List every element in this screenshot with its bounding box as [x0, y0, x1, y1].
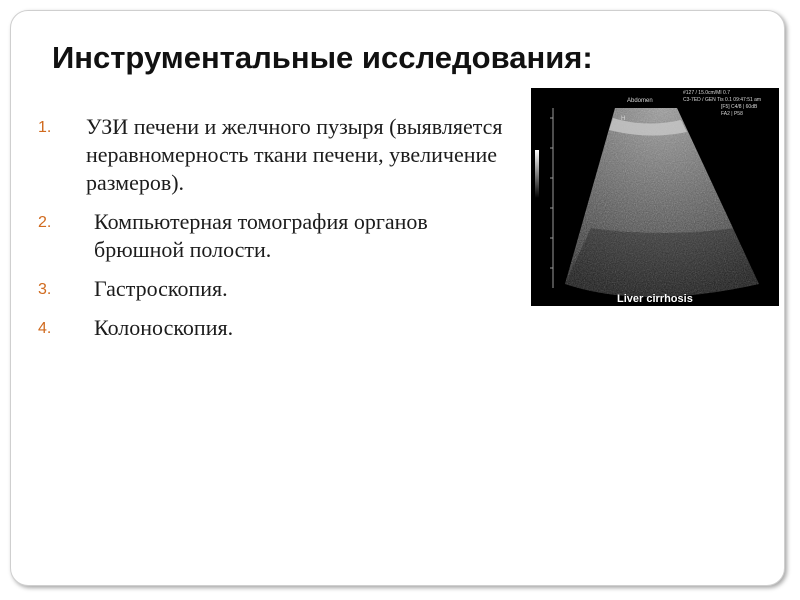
list-number: 1.: [38, 119, 52, 136]
list-text: УЗИ печени и желчного пузыря (выявляется неравномерность ткани печени, увеличение размеров).: [86, 114, 503, 195]
list-text: Колоноскопия.: [94, 315, 234, 340]
us-caption: Liver cirrhosis: [617, 293, 693, 305]
list-number: 4.: [38, 320, 52, 337]
list-item: [38, 314, 518, 342]
us-info-line: C3-7ED / GEN Tis 0.1 09:47:51 am: [683, 97, 762, 103]
slide-title: Инструментальные исследования:: [52, 40, 593, 75]
us-info-line: #127 / 15.0cm/MI 0.7: [683, 90, 730, 96]
ultrasound-image: [531, 88, 779, 306]
us-header-label: Abdomen: [627, 98, 653, 104]
list-number: 3.: [38, 281, 52, 298]
list-item: [38, 275, 518, 303]
list-text: Гастроскопия.: [94, 276, 228, 301]
us-info-line: FA2 | P58: [721, 111, 743, 117]
us-info-line: [F5] C4/8 | 60dB: [721, 104, 758, 110]
findings-list: [38, 113, 518, 353]
list-text: Компьютерная томография органов брюшной полости.: [94, 209, 428, 262]
list-item: [38, 113, 518, 197]
us-marker: H: [621, 116, 626, 122]
list-number: 2.: [38, 214, 52, 231]
list-item: [38, 208, 518, 264]
